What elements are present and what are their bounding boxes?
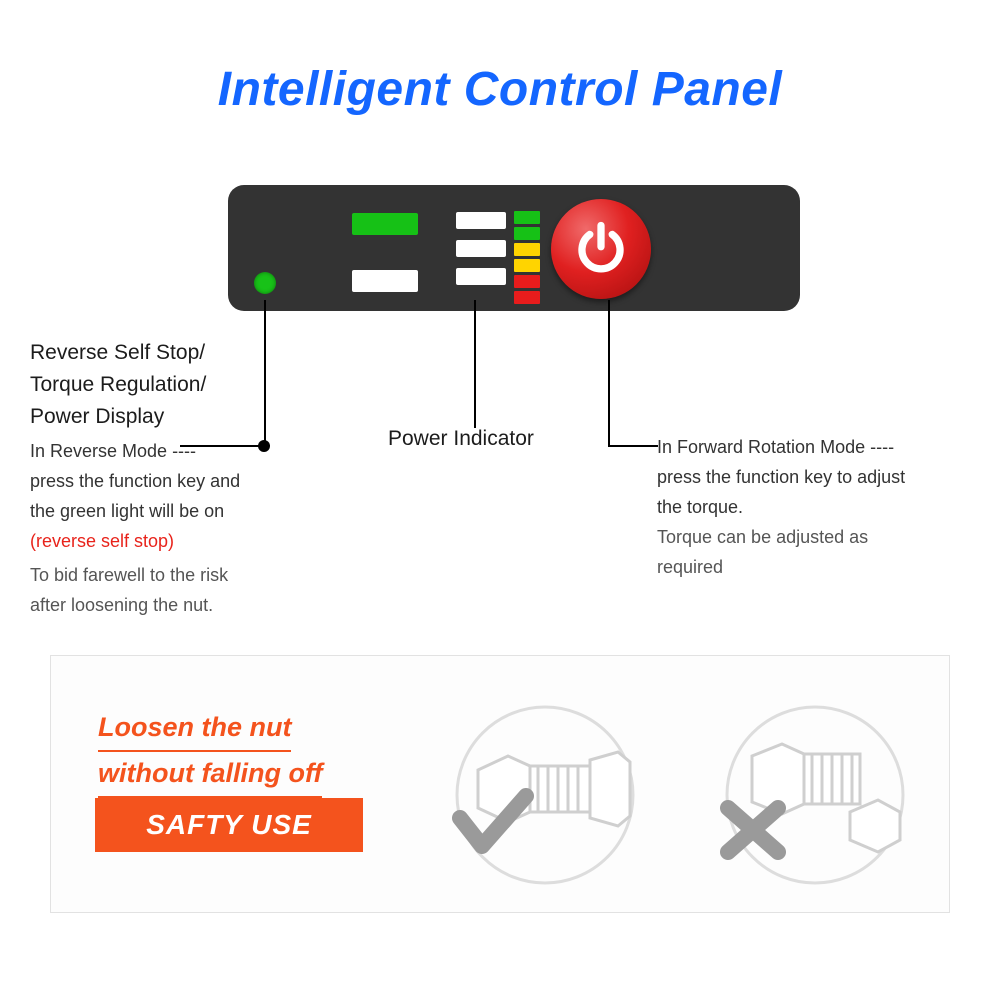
green-indicator-light xyxy=(254,272,276,294)
safety-headline-line1: Loosen the nut xyxy=(98,706,291,752)
callout-left-body-line4: To bid farewell to the risk xyxy=(30,565,229,585)
callout-left-body-line5: after loosening the nut. xyxy=(30,595,214,615)
callout-right-body xyxy=(657,432,957,582)
callout-left-body-secondary xyxy=(30,560,350,620)
callout-right-body-line4: Torque can be adjusted as xyxy=(657,527,869,547)
safety-ok-illustration xyxy=(430,700,660,905)
callout-left-body-line1: In Reverse Mode ---- xyxy=(30,441,197,461)
callout-right-body-line1: In Forward Rotation Mode ---- xyxy=(657,437,895,457)
power-indicator-bar-1 xyxy=(456,212,506,229)
callout-left-heading-line2: Torque Regulation/ xyxy=(30,373,207,396)
callout-left-body xyxy=(30,436,330,556)
leader-line-right-horizontal xyxy=(608,445,658,447)
callout-left-body-line3: the green light will be on xyxy=(30,501,225,521)
safety-headline-line2: without falling off xyxy=(98,752,322,798)
callout-right-body-line5: required xyxy=(657,557,724,577)
power-indicator-bar-2 xyxy=(456,240,506,257)
safty-use-button[interactable]: SAFTY USE xyxy=(95,798,363,852)
callout-left-body-red: (reverse self stop) xyxy=(30,531,175,551)
callout-left-body-line2: press the function key and xyxy=(30,471,241,491)
power-indicator-bar-3 xyxy=(456,268,506,285)
callout-right-body-line3: the torque. xyxy=(657,497,744,517)
callout-right-body-line2: press the function key to adjust xyxy=(657,467,906,487)
safety-no-illustration xyxy=(700,700,930,905)
level-meter xyxy=(514,211,540,307)
power-icon xyxy=(573,221,629,277)
callout-left-heading-line3: Power Display xyxy=(30,405,165,428)
callout-left-heading xyxy=(30,337,206,433)
torque-bar-green xyxy=(352,213,418,235)
page-title: Intelligent Control Panel xyxy=(217,63,783,116)
leader-line-right-vertical xyxy=(608,300,610,446)
torque-bar-white xyxy=(352,270,418,292)
leader-line-left-vertical xyxy=(264,300,266,446)
callout-left-heading-line1: Reverse Self Stop/ xyxy=(30,341,206,364)
safety-headline xyxy=(98,706,322,798)
leader-line-center xyxy=(474,300,476,428)
power-indicator-label: Power Indicator xyxy=(388,427,534,450)
power-button[interactable] xyxy=(551,199,651,299)
